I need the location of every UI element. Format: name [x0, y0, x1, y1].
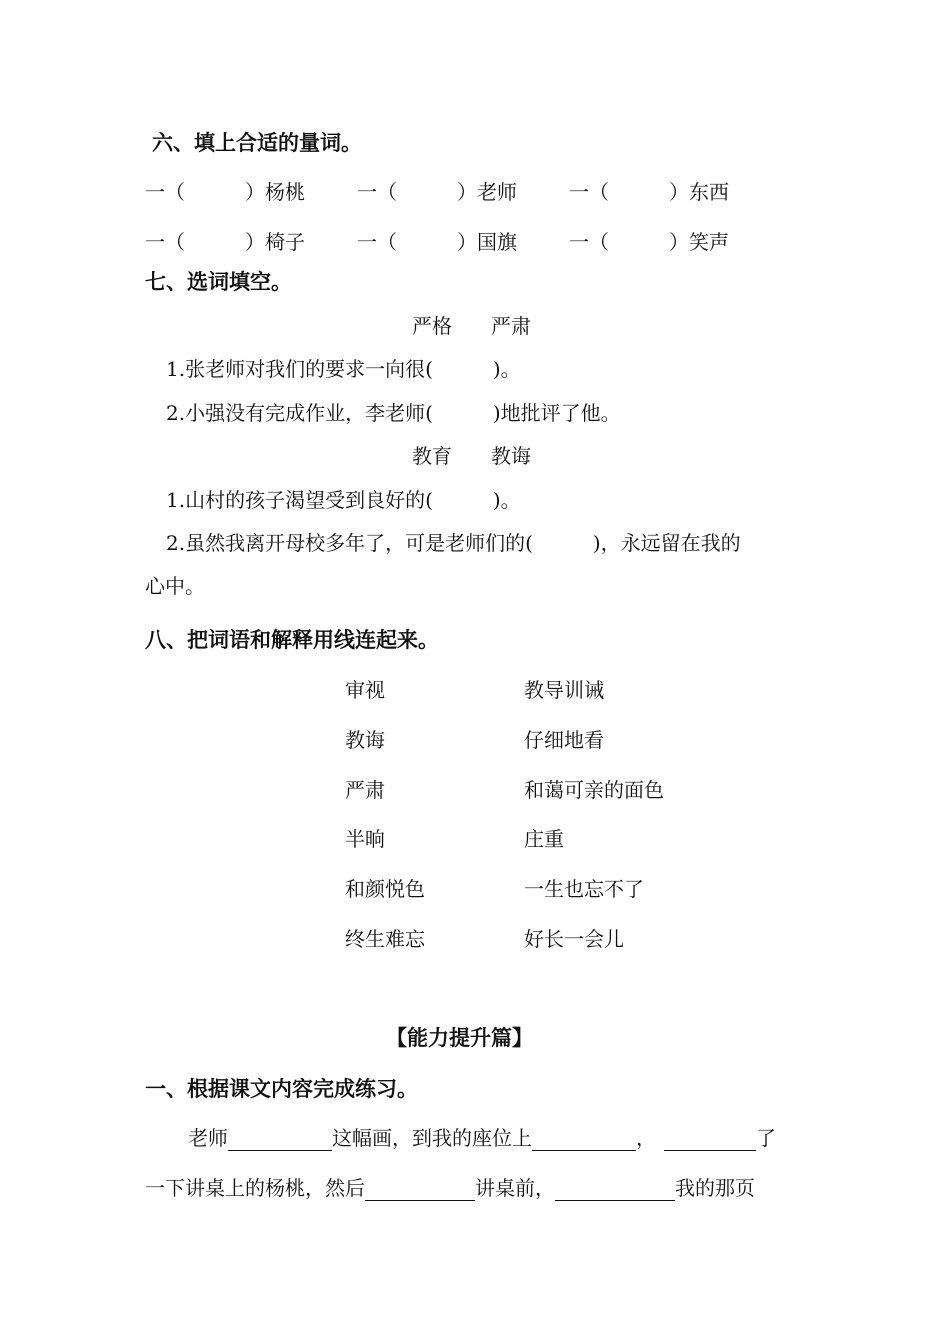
match-term: 教诲 — [345, 728, 385, 752]
answer-blank[interactable] — [532, 1128, 636, 1151]
fill-question: 1.山村的孩子渴望受到良好的( )。 — [166, 488, 521, 512]
match-definition: 好长一会儿 — [524, 927, 624, 951]
fill-question: 1.张老师对我们的要求一向很( )。 — [166, 357, 521, 381]
answer-blank[interactable] — [664, 1128, 756, 1151]
passage-text: 老师 — [188, 1126, 228, 1150]
measure-word-item: 一（ ）椅子 — [145, 230, 305, 254]
passage-line-2 — [145, 1172, 755, 1201]
measure-word-item: 一（ ）东西 — [569, 180, 729, 204]
fill-question: 2.虽然我离开母校多年了，可是老师们的( )，永远留在我的 — [166, 531, 741, 555]
passage-text: 一下讲桌上的杨桃，然后 — [145, 1176, 365, 1200]
match-term: 审视 — [345, 678, 385, 702]
match-term: 和颜悦色 — [345, 877, 425, 901]
word-option: 严肃 — [491, 314, 531, 338]
measure-word-item: 一（ ）杨桃 — [145, 180, 305, 204]
match-definition: 教导训诫 — [524, 678, 604, 702]
fill-question: 2.小强没有完成作业，李老师( )地批评了他。 — [166, 401, 621, 425]
section-6-title: 六、填上合适的量词。 — [152, 130, 362, 155]
match-definition: 仔细地看 — [524, 728, 604, 752]
match-definition: 和蔼可亲的面色 — [524, 778, 664, 802]
measure-word-item: 一（ ）笑声 — [569, 230, 729, 254]
word-option: 教育 — [412, 444, 452, 468]
answer-blank[interactable] — [365, 1178, 475, 1201]
passage-line-1 — [188, 1122, 776, 1151]
section-8-title: 八、把词语和解释用线连起来。 — [145, 627, 439, 652]
match-term: 半晌 — [345, 827, 385, 851]
word-option: 教诲 — [491, 444, 531, 468]
match-definition: 庄重 — [524, 827, 564, 851]
ability-question-1-title: 一、根据课文内容完成练习。 — [145, 1076, 418, 1101]
match-term: 严肃 — [345, 778, 385, 802]
section-7-title: 七、选词填空。 — [145, 269, 292, 294]
measure-word-item: 一（ ）老师 — [357, 180, 517, 204]
passage-text: 我的那页 — [675, 1176, 755, 1200]
match-definition: 一生也忘不了 — [524, 877, 644, 901]
measure-word-item: 一（ ）国旗 — [357, 230, 517, 254]
match-term: 终生难忘 — [345, 927, 425, 951]
fill-question-continued: 心中。 — [145, 574, 205, 598]
answer-blank[interactable] — [555, 1178, 675, 1201]
answer-blank[interactable] — [228, 1128, 332, 1151]
passage-text: 讲桌前， — [475, 1176, 555, 1200]
passage-text: 这幅画，到我的座位上 — [332, 1126, 532, 1150]
passage-text: ， — [636, 1126, 656, 1150]
word-option: 严格 — [412, 314, 452, 338]
ability-section-banner: 【能力提升篇】 — [386, 1025, 533, 1050]
passage-text: 了 — [756, 1126, 776, 1150]
